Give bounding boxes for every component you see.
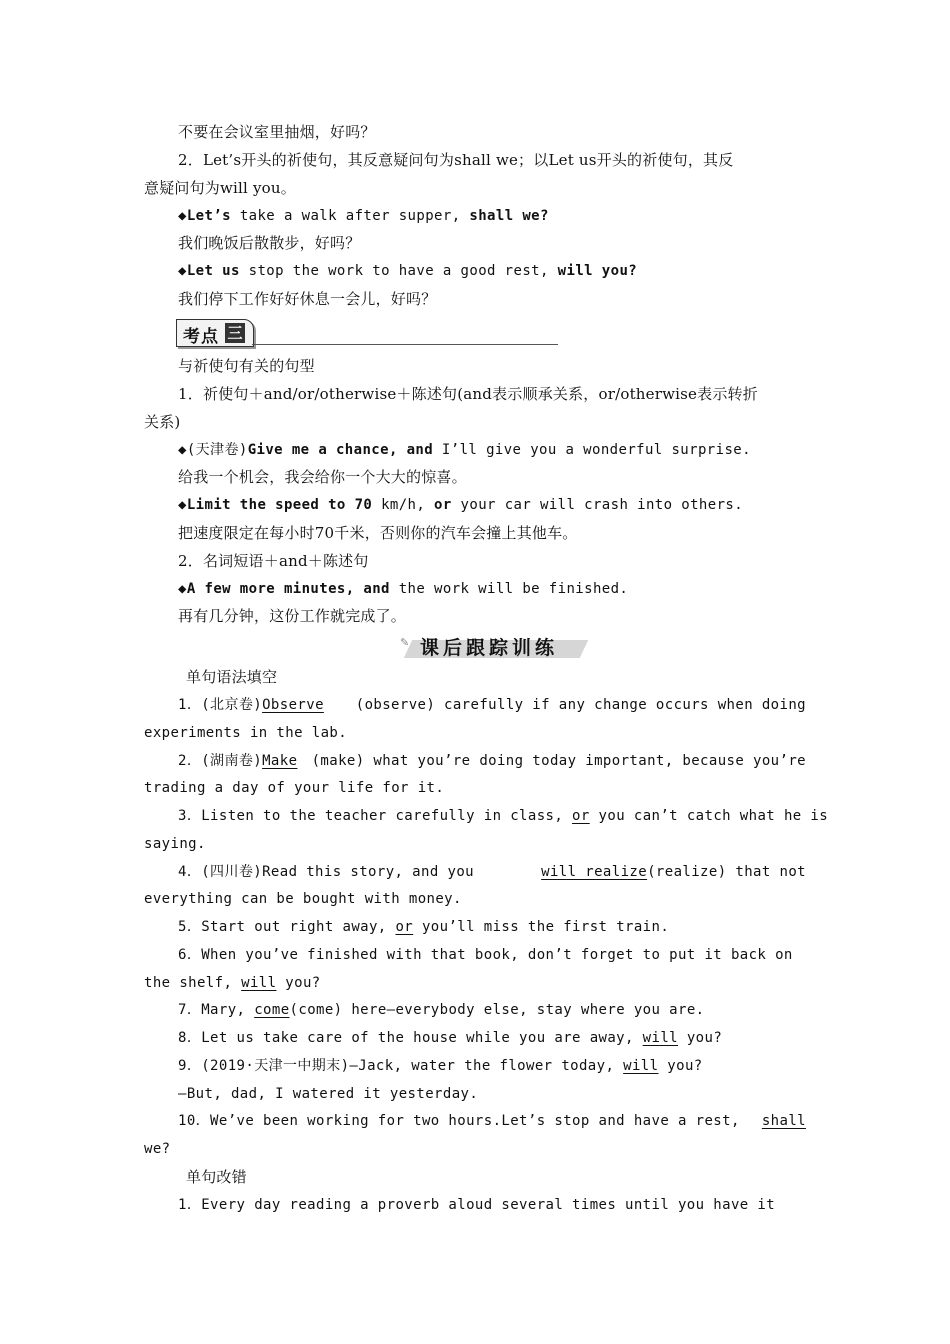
plain-text: your car will crash into others. — [451, 497, 744, 513]
plain-text: you can’t catch what he is — [589, 808, 829, 824]
plain-text: you’ll miss the first train. — [413, 919, 670, 935]
question-line: trading a day of your life for it. — [144, 780, 445, 796]
bold-text: ◆Let’s — [178, 208, 231, 224]
question-line — [178, 695, 806, 715]
bold-text: Give me a chance, and — [247, 442, 434, 458]
text-line: 2．名词短语＋and＋陈述句 — [178, 552, 369, 570]
plain-text: 2．(湖南卷) — [178, 753, 263, 769]
example-sentence — [178, 495, 806, 515]
question-line: experiments in the lab. — [144, 725, 348, 741]
example-sentence — [178, 579, 806, 599]
question-line: saying. — [144, 836, 206, 852]
bold-text: or — [434, 497, 452, 513]
answer-text: Make — [262, 753, 298, 769]
plain-text: 7．Mary, — [178, 1002, 255, 1018]
plain-text: stop the work to have a good rest, — [239, 263, 558, 279]
kaodian-number: 三 — [225, 323, 245, 343]
kaodian-tab — [176, 319, 254, 347]
plain-text: (observe) carefully if any change occurs when doing — [355, 697, 806, 713]
text-line: 意疑问句为will you。 — [144, 179, 296, 197]
plain-text: 4．(四川卷)Read this story, and you — [178, 864, 474, 880]
question-line: 6．When you’ve finished with that book, don’t forget to put it back on — [178, 947, 793, 963]
question-line — [178, 917, 806, 937]
example-sentence — [178, 440, 806, 460]
question-line: —But, dad, I watered it yesterday. — [178, 1086, 479, 1102]
bold-text: ◆Limit the speed to 70 — [178, 497, 373, 513]
plain-text: 9．(2019·天津一中期末)—Jack, water the flower today, — [178, 1058, 624, 1074]
text-line: 不要在会议室里抽烟，好吗？ — [178, 123, 376, 141]
answer-text: shall — [761, 1113, 806, 1129]
answer-text: come — [254, 1002, 290, 1018]
answer-text: or — [572, 808, 590, 824]
question-line: 1．Every day reading a proverb aloud several times until you have it — [178, 1197, 776, 1213]
banner-title: 课后跟踪训练 — [420, 637, 559, 659]
plain-text: 10．We’ve been working for two hours.Let’s stop and have a rest, — [178, 1113, 740, 1129]
exercise-heading: 单句语法填空 — [186, 668, 278, 686]
answer-text: will — [241, 975, 277, 991]
question-line: everything can be bought with money. — [144, 891, 462, 907]
plain-text: you? — [658, 1058, 703, 1074]
answer-text: will realize — [541, 864, 648, 880]
plain-text: (come) here—everybody else, stay where you are. — [289, 1002, 705, 1018]
translation-line: 我们晚饭后散散步，好吗？ — [178, 234, 361, 252]
question-line — [178, 1000, 806, 1020]
section-banner — [400, 632, 586, 662]
section-title: 与祈使句有关的句型 — [178, 357, 315, 375]
question-line: we? — [144, 1141, 171, 1157]
translation-line: 给我一个机会，我会给你一个大大的惊喜。 — [178, 468, 467, 486]
kaodian-label: 考点 — [183, 327, 219, 347]
question-line — [144, 973, 806, 993]
plain-text: the work will be finished. — [389, 581, 629, 597]
answer-text: will — [642, 1030, 678, 1046]
question-line — [178, 862, 806, 882]
plain-text: 3．Listen to the teacher carefully in class, — [178, 808, 573, 824]
plain-text: I’ll give you a wonderful surprise. — [433, 442, 751, 458]
plain-text: the shelf, — [144, 975, 242, 991]
question-line — [178, 751, 806, 771]
plain-text: you? — [276, 975, 321, 991]
translation-line: 把速度限定在每小时70千米，否则你的汽车会撞上其他车。 — [178, 524, 578, 542]
plain-text: (realize) that not — [647, 864, 806, 880]
plain-text: 5．Start out right away, — [178, 919, 396, 935]
bold-text: ◆A few more minutes, and — [178, 581, 390, 597]
plain-text: you? — [678, 1030, 723, 1046]
question-line — [178, 1056, 806, 1076]
kaodian-header — [176, 319, 558, 347]
plain-text: take a walk after supper, — [230, 208, 470, 224]
exercise-heading: 单句改错 — [186, 1168, 247, 1186]
plain-text: 8．Let us take care of the house while you are away, — [178, 1030, 643, 1046]
plain-text: (make) what you’re doing today important, because you’re — [311, 753, 806, 769]
bold-text: will you? — [557, 263, 638, 279]
plain-text: km/h, — [372, 497, 435, 513]
question-line — [178, 806, 829, 826]
plain-text: 1．(北京卷) — [178, 697, 263, 713]
pencil-icon: ✎ — [400, 636, 410, 649]
text-line: 关系) — [144, 413, 181, 431]
answer-text: or — [395, 919, 414, 935]
example-sentence — [178, 261, 806, 281]
translation-line: 再有几分钟，这份工作就完成了。 — [178, 607, 407, 625]
translation-line: 我们停下工作好好休息一会儿，好吗？ — [178, 290, 437, 308]
bold-text: shall we? — [469, 208, 549, 224]
answer-text: will — [623, 1058, 659, 1074]
text-line: 1．祈使句＋and/or/otherwise＋陈述句(and表示顺承关系，or/otherwise表示转折 — [178, 385, 758, 403]
question-line — [178, 1111, 806, 1131]
source-tag: ◆(天津卷) — [178, 442, 248, 458]
bold-text: ◆Let us — [178, 263, 240, 279]
question-line — [178, 1028, 806, 1048]
divider — [252, 344, 558, 345]
answer-text: Observe — [262, 697, 324, 713]
example-sentence — [178, 206, 806, 226]
text-line: 2．Let’s开头的祈使句，其反意疑问句为shall we；以Let us开头的祈使句，其反 — [178, 151, 734, 169]
